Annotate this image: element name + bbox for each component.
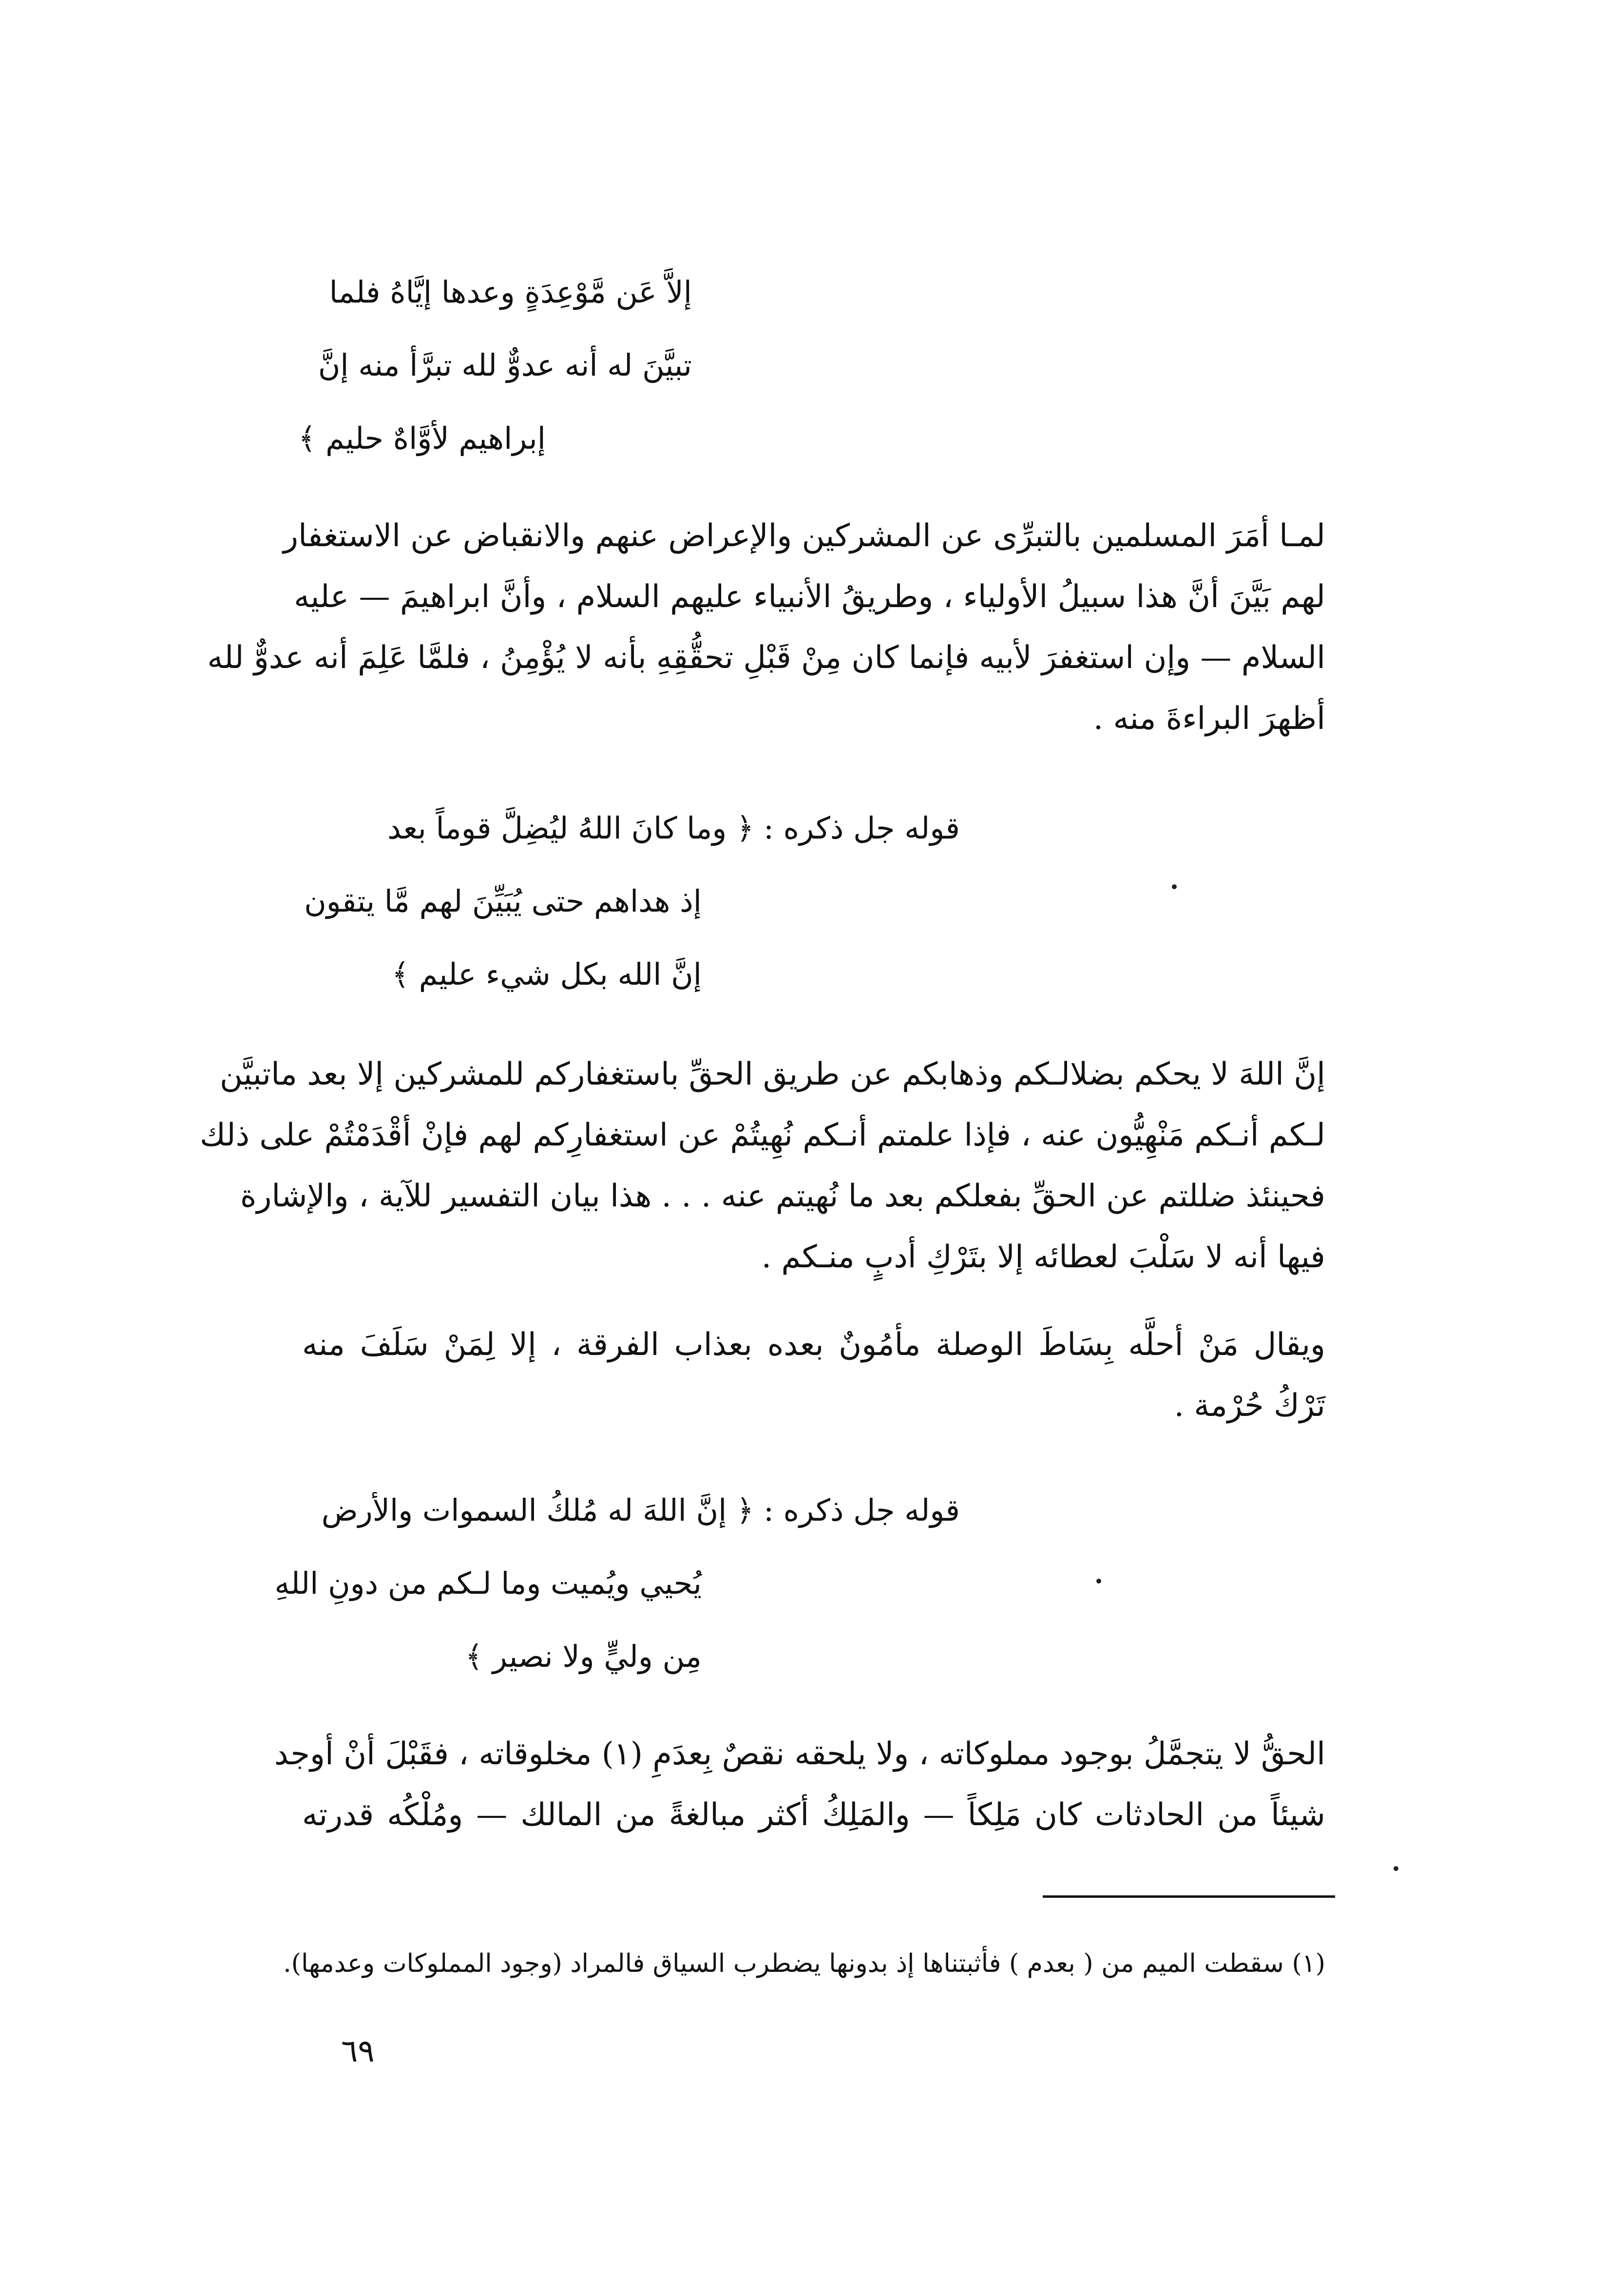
paragraph-line: لهم بَيَّنَ أنَّ هذا سبيلُ الأولياء ، وطريقُ الأنبياء عليهم السلام ، وأنَّ ابراهيمَ — عليه [294, 579, 1325, 615]
commentary-paragraph [302, 1325, 1325, 1452]
verse-line: تبيَّنَ له أنه عدوٌّ لله تبرَّأ منه إنَّ [318, 347, 692, 383]
verse-line: إلاَّ عَن مَّوْعِدَةٍ وعدها إيَّاهُ فلما [329, 274, 692, 310]
commentary-paragraph [200, 1055, 1325, 1308]
verse-line: إنَّ الله بكل شيء عليم ﴾ [391, 956, 702, 992]
verse-line: إبراهيم لأوَّاهٌ حليم ﴾ [298, 420, 546, 456]
footnote-text: (١) سقطت الميم من ( بعدم ) فأثبتناها إذ بدونها يضطرب السياق فالمراد (وجود المملوكات وعدمها). [283, 1949, 1325, 1978]
paragraph-line: السلام — وإن استغفرَ لأبيه فإنما كان مِنْ قَبْلِ تحقُّقِهِ بأنه لا يُؤْمِنُ ، فلمَّا عَلِمَ أنه عدوٌّ لله [207, 640, 1325, 676]
paragraph-line: أظهرَ البراءةَ منه . [1093, 701, 1325, 737]
verse-line: قوله جل ذكره : ﴿ إنَّ اللهَ له مُلكُ السموات والأرض [321, 1492, 960, 1528]
paragraph-line: ويقال مَنْ أحلَّه بِسَاطَ الوصلة مأمُونٌ بعده بعذاب الفرقة ، إلا لِمَنْ سَلَفَ منه [302, 1327, 1325, 1363]
verse-line: إذ هداهم حتى يُبَيِّنَ لهم مَّا يتقون [304, 883, 702, 919]
quran-verse-block [302, 809, 974, 1023]
paragraph-line: تَرْكُ حُرْمة . [1174, 1388, 1325, 1424]
stray-mark [1172, 884, 1177, 889]
verse-line: قوله جل ذكره : ﴿ وما كانَ اللهُ ليُضِلَّ قوماً بعد [387, 810, 960, 846]
footnote [283, 1944, 1325, 1993]
paragraph-line: لمـا أمَرَ المسلمين بالتبرِّى عن المشركين والإعراض عنهم والانقباض عن الاستغفار [283, 518, 1325, 554]
stray-mark [1394, 1866, 1398, 1871]
paragraph-line: شيئاً من الحادثات كان مَلِكاً — والمَلِكُ أكثر مبالغةً من المالك — ومُلْكُه قدرته [302, 1797, 1325, 1833]
paragraph-line: لـكم أنـكم مَنْهِيُّون عنه ، فإذا علمتم أنـكم نُهِيتُمْ عن استغفارِكم لهم فإنْ أقْدَمْتُمْ على ذلك [200, 1117, 1325, 1153]
paragraph-line: فحينئذ ضللتم عن الحقِّ بفعلكم بعد ما نُهيتم عنه . . . هذا بيان التفسير للآية ، والإشارة [240, 1178, 1325, 1214]
quran-verse-block [298, 273, 702, 487]
paragraph-line: إنَّ اللهَ لا يحكم بضلالـكم وذهابكم عن طريق الحقِّ باستغفاركم للمشركين إلا بعد ماتبيَّن [219, 1056, 1325, 1092]
stray-mark [1096, 1579, 1101, 1584]
footnote-separator [1043, 1895, 1335, 1898]
page-number: ٦٩ [341, 2033, 375, 2069]
paragraph-line: فيها أنه لا سَلْبَ لعطائه إلا بتَرْكِ أدبٍ منـكم . [761, 1239, 1325, 1275]
quran-verse-block [274, 1491, 974, 1705]
paragraph-line: الحقُّ لا يتجمَّلُ بوجود مملوكاته ، ولا يلحقه نقصٌ بِعدَمِ (١) مخلوقاته ، فقَبْلَ أنْ أوجد [274, 1736, 1325, 1772]
verse-line: يُحيي ويُميت وما لـكم من دونِ اللهِ [274, 1566, 702, 1601]
verse-line: مِن وليٍّ ولا نصير ﴾ [465, 1639, 702, 1674]
commentary-paragraph [207, 516, 1325, 770]
commentary-paragraph [274, 1735, 1325, 1861]
